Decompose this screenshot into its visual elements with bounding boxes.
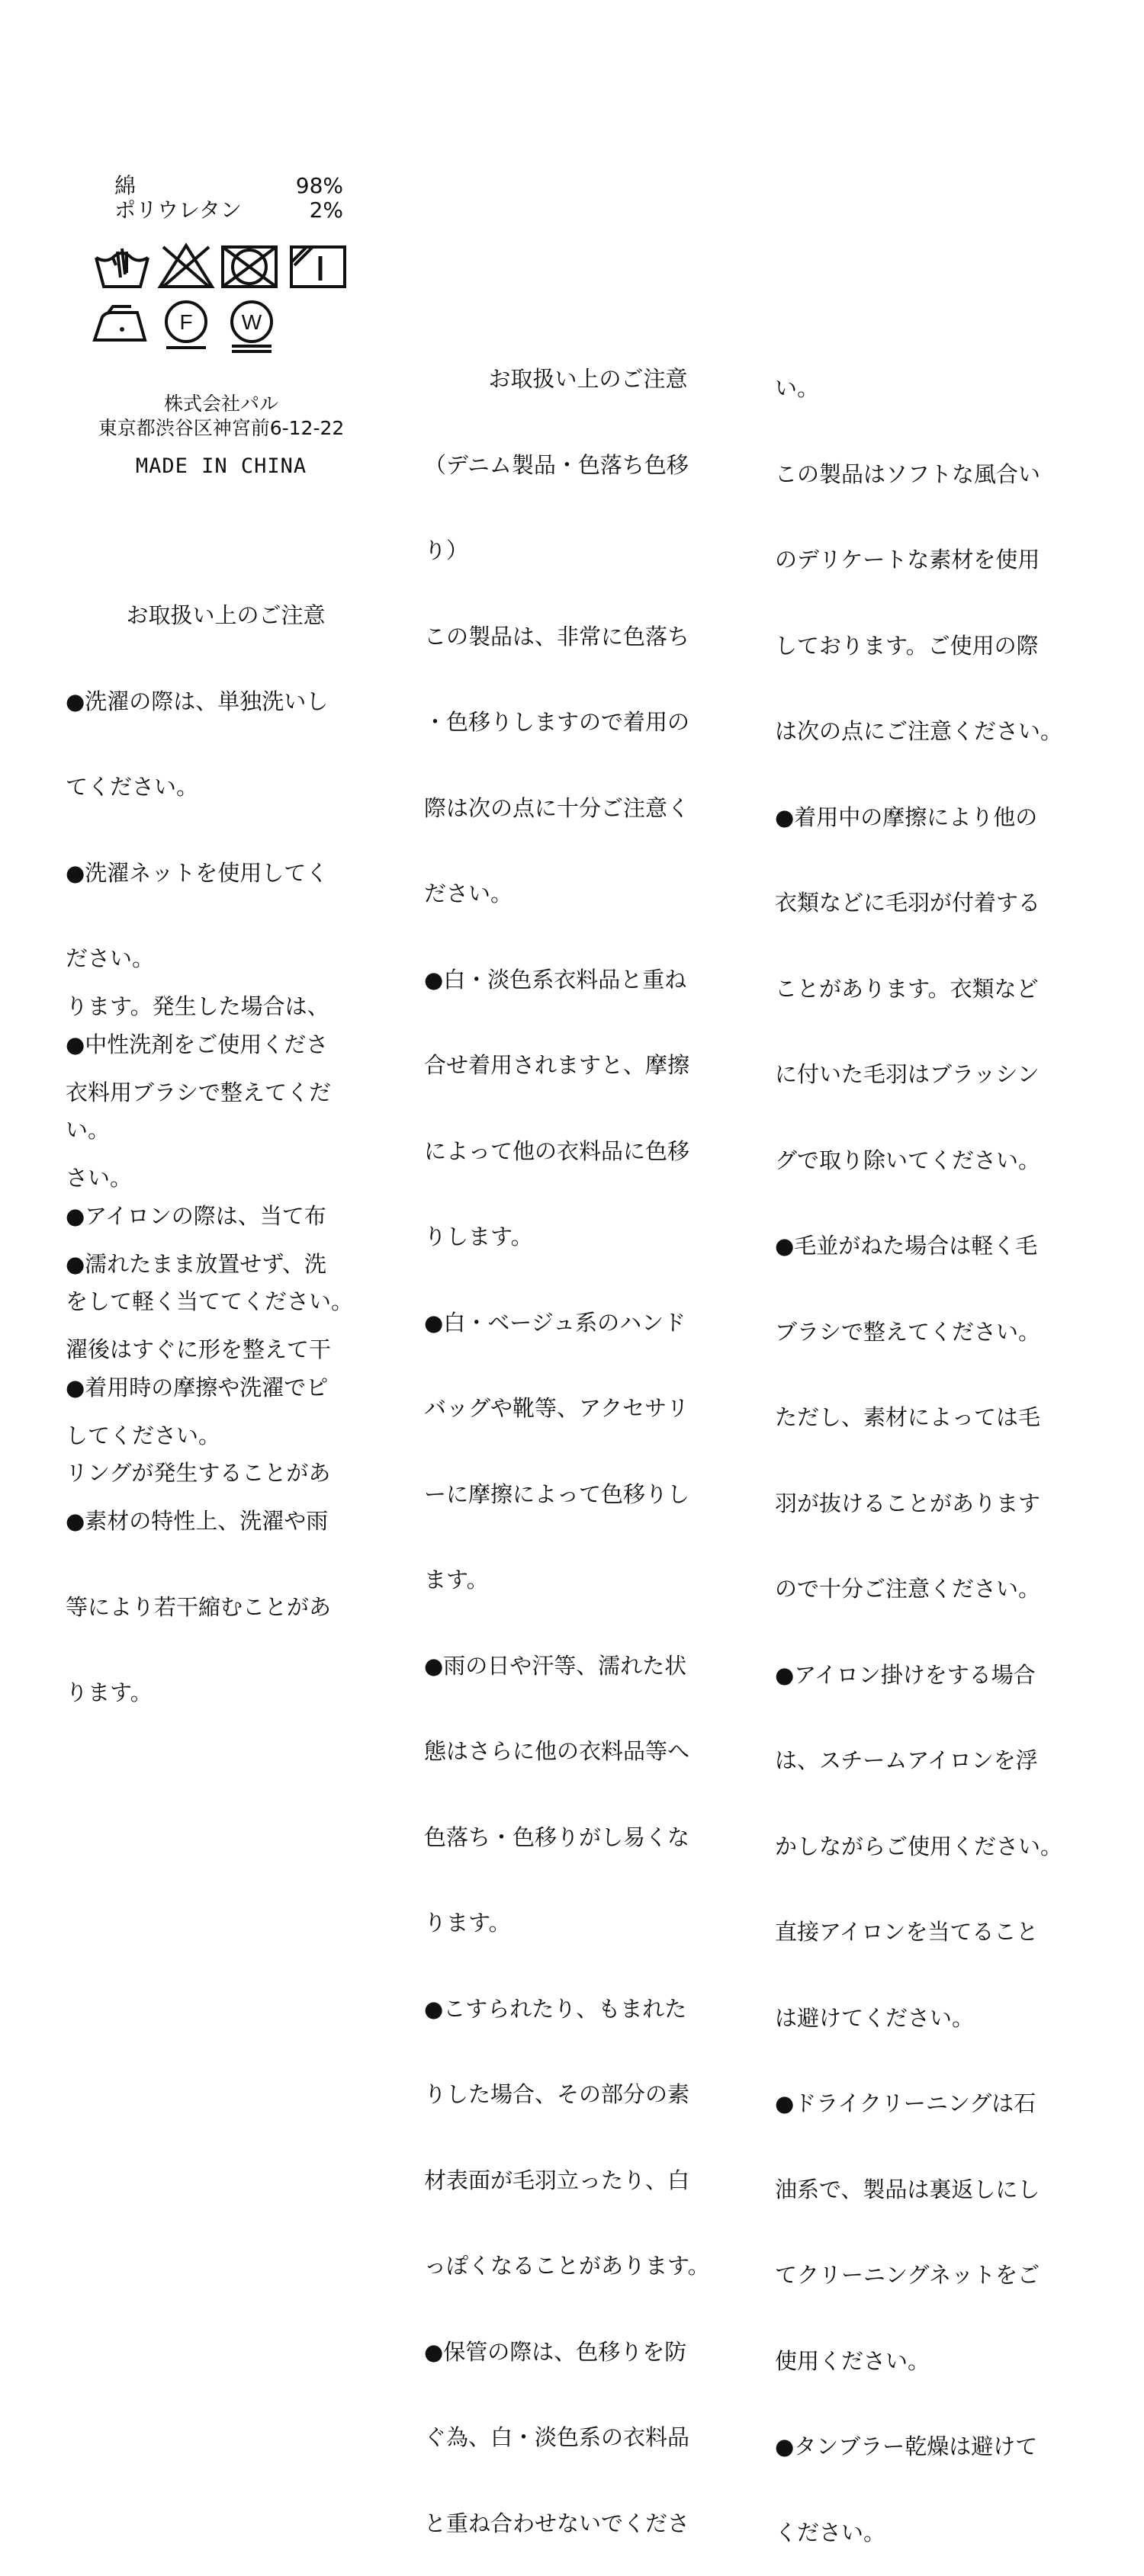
- notice-line: ●着用時の摩擦や洗濯でピ: [66, 1374, 329, 1400]
- notice-line: 衣類などに毛羽が付着する: [775, 890, 1041, 916]
- notice-line: ことがあります。衣類など: [775, 975, 1039, 1002]
- material-percent: 2%: [309, 197, 343, 223]
- notice-line: い。: [775, 375, 820, 401]
- notice-line: 色落ち・色移りがし易くな: [424, 1824, 690, 1850]
- notice-line: ●雨の日や汗等、濡れた状: [424, 1652, 687, 1679]
- notice-line: 衣料用ブラシで整えてくだ: [66, 1079, 332, 1105]
- notice-line: ーに摩擦によって色移りし: [424, 1480, 690, 1507]
- care-notice-general-continued: [66, 935, 386, 1736]
- notice-line: 濯後はすぐに形を整えて干: [66, 1336, 332, 1362]
- notice-line: ●中性洗剤をご使用くださ: [66, 1031, 329, 1057]
- notice-line: ださい。: [424, 881, 513, 906]
- notice-line: り）: [424, 537, 469, 563]
- material-percent: 98%: [295, 173, 343, 198]
- notice-line: ●白・ベージュ系のハンド: [424, 1309, 686, 1336]
- notice-line: ブラシで整えてください。: [775, 1318, 1041, 1345]
- notice-line: っぽくなることがあります。: [424, 2253, 710, 2279]
- notice-line: ●保管の際は、色移りを防: [424, 2338, 687, 2365]
- notice-line: ります。発生した場合は、: [66, 993, 329, 1019]
- notice-line: は、スチームアイロンを浮: [775, 1747, 1038, 1773]
- notice-line: この製品は、非常に色落ち: [424, 623, 690, 650]
- notice-line: ださい。: [66, 945, 155, 971]
- notice-line: をして軽く当ててください。: [66, 1288, 354, 1314]
- notice-title: お取扱い上のご注意: [488, 366, 688, 392]
- material-name: 綿: [114, 173, 137, 198]
- notice-title: お取扱い上のご注意: [126, 602, 326, 628]
- notice-line: ・色移りしますので着用の: [424, 709, 690, 735]
- notice-line: この製品はソフトな風合い: [775, 460, 1041, 487]
- notice-line: バッグや靴等、アクセサリ: [424, 1395, 689, 1421]
- notice-line: 態はさらに他の衣料品等へ: [424, 1738, 690, 1764]
- line-dry-shade-icon: [291, 247, 345, 287]
- notice-line: かしながらご使用ください。: [775, 1833, 1063, 1859]
- care-symbols: [92, 242, 351, 357]
- notice-line: ●アイロンの際は、当て布: [66, 1202, 326, 1229]
- notice-line: によって他の衣料品に色移: [424, 1137, 690, 1164]
- notice-line: ●タンブラー乾燥は避けて: [775, 2433, 1038, 2459]
- notice-line: ります。: [424, 1910, 511, 1936]
- notice-line: してください。: [66, 1422, 221, 1448]
- notice-line: ●ドライクリーニングは石: [775, 2090, 1036, 2116]
- notice-line: さい。: [66, 1165, 133, 1191]
- iron-low-icon: [95, 306, 145, 340]
- notice-line: ●濡れたまま放置せず、洗: [66, 1250, 326, 1277]
- fiber-composition: [114, 174, 343, 223]
- notice-line: に付いた毛羽はブラッシン: [775, 1061, 1040, 1087]
- notice-line: ので十分ご注意ください。: [775, 1576, 1041, 1602]
- no-tumble-dry-icon: [223, 247, 276, 287]
- notice-line: ●毛並がねた場合は軽く毛: [775, 1233, 1038, 1259]
- care-notice-delicate: [775, 317, 1110, 2576]
- care-notice-denim: [424, 308, 752, 2567]
- notice-line: ●白・淡色系衣料品と重ね: [424, 966, 687, 993]
- notice-line: ります。: [66, 1679, 153, 1705]
- notice-line: ●アイロン掛けをする場合: [775, 1661, 1036, 1688]
- notice-line: りします。: [424, 1224, 533, 1250]
- notice-line: ●洗濯ネットを使用してく: [66, 859, 329, 886]
- svg-text:W: W: [241, 310, 262, 334]
- company-name: 株式会社パル: [163, 393, 278, 415]
- notice-line: 使用ください。: [775, 2347, 930, 2374]
- company-info: [69, 392, 374, 441]
- composition-row: [114, 198, 343, 223]
- notice-line: 材表面が毛羽立ったり、白: [424, 2167, 690, 2193]
- notice-line: 羽が抜けることがあります: [775, 1490, 1041, 1516]
- notice-line: てください。: [66, 774, 199, 800]
- wet-clean-w-icon: [232, 302, 272, 351]
- notice-line: 等により若干縮むことがあ: [66, 1593, 332, 1620]
- notice-line: ●素材の特性上、洗濯や雨: [66, 1508, 329, 1534]
- notice-line: ●洗濯の際は、単独洗いし: [66, 688, 329, 714]
- company-address: 東京都渋谷区神宮前6-12-22: [98, 417, 345, 439]
- notice-line: のデリケートな素材を使用: [775, 547, 1040, 573]
- notice-line: りした場合、その部分の素: [424, 2081, 690, 2107]
- notice-line: ●着用中の摩擦により他の: [775, 804, 1038, 830]
- notice-line: ●こすられたり、もまれた: [424, 1995, 687, 2022]
- dry-clean-f-icon: [166, 302, 206, 348]
- notice-line: ただし、素材によっては毛: [775, 1404, 1041, 1430]
- notice-line: ください。: [775, 2519, 886, 2546]
- notice-line: い。: [66, 1117, 111, 1143]
- notice-line: グで取り除いてください。: [775, 1147, 1041, 1173]
- notice-line: は避けてください。: [775, 2004, 975, 2031]
- composition-row: [114, 174, 343, 198]
- notice-line: 合せ着用されますと、摩擦: [424, 1052, 690, 1078]
- notice-line: しております。ご使用の際: [775, 632, 1039, 659]
- notice-line: 直接アイロンを当てること: [775, 1919, 1039, 1945]
- notice-line: てクリーニングネットをご: [775, 2262, 1040, 2288]
- notice-line: リングが発生することがあ: [66, 1460, 331, 1486]
- material-name: ポリウレタン: [114, 197, 242, 223]
- notice-line: ぐ為、白・淡色系の衣料品: [424, 2424, 690, 2450]
- notice-line: （デニム製品・色落ち色移: [424, 451, 689, 478]
- notice-line: 際は次の点に十分ご注意く: [424, 794, 690, 821]
- no-bleach-icon: [160, 245, 212, 287]
- notice-line: 油系で、製品は裏返しにし: [775, 2176, 1040, 2202]
- hand-wash-icon: [96, 249, 148, 287]
- notice-line: と重ね合わせないでくださ: [424, 2510, 690, 2536]
- notice-line: ます。: [424, 1567, 489, 1593]
- country-of-origin: MADE IN CHINA: [135, 454, 307, 478]
- notice-line: は次の点にご注意ください。: [775, 718, 1063, 744]
- svg-text:F: F: [179, 310, 193, 334]
